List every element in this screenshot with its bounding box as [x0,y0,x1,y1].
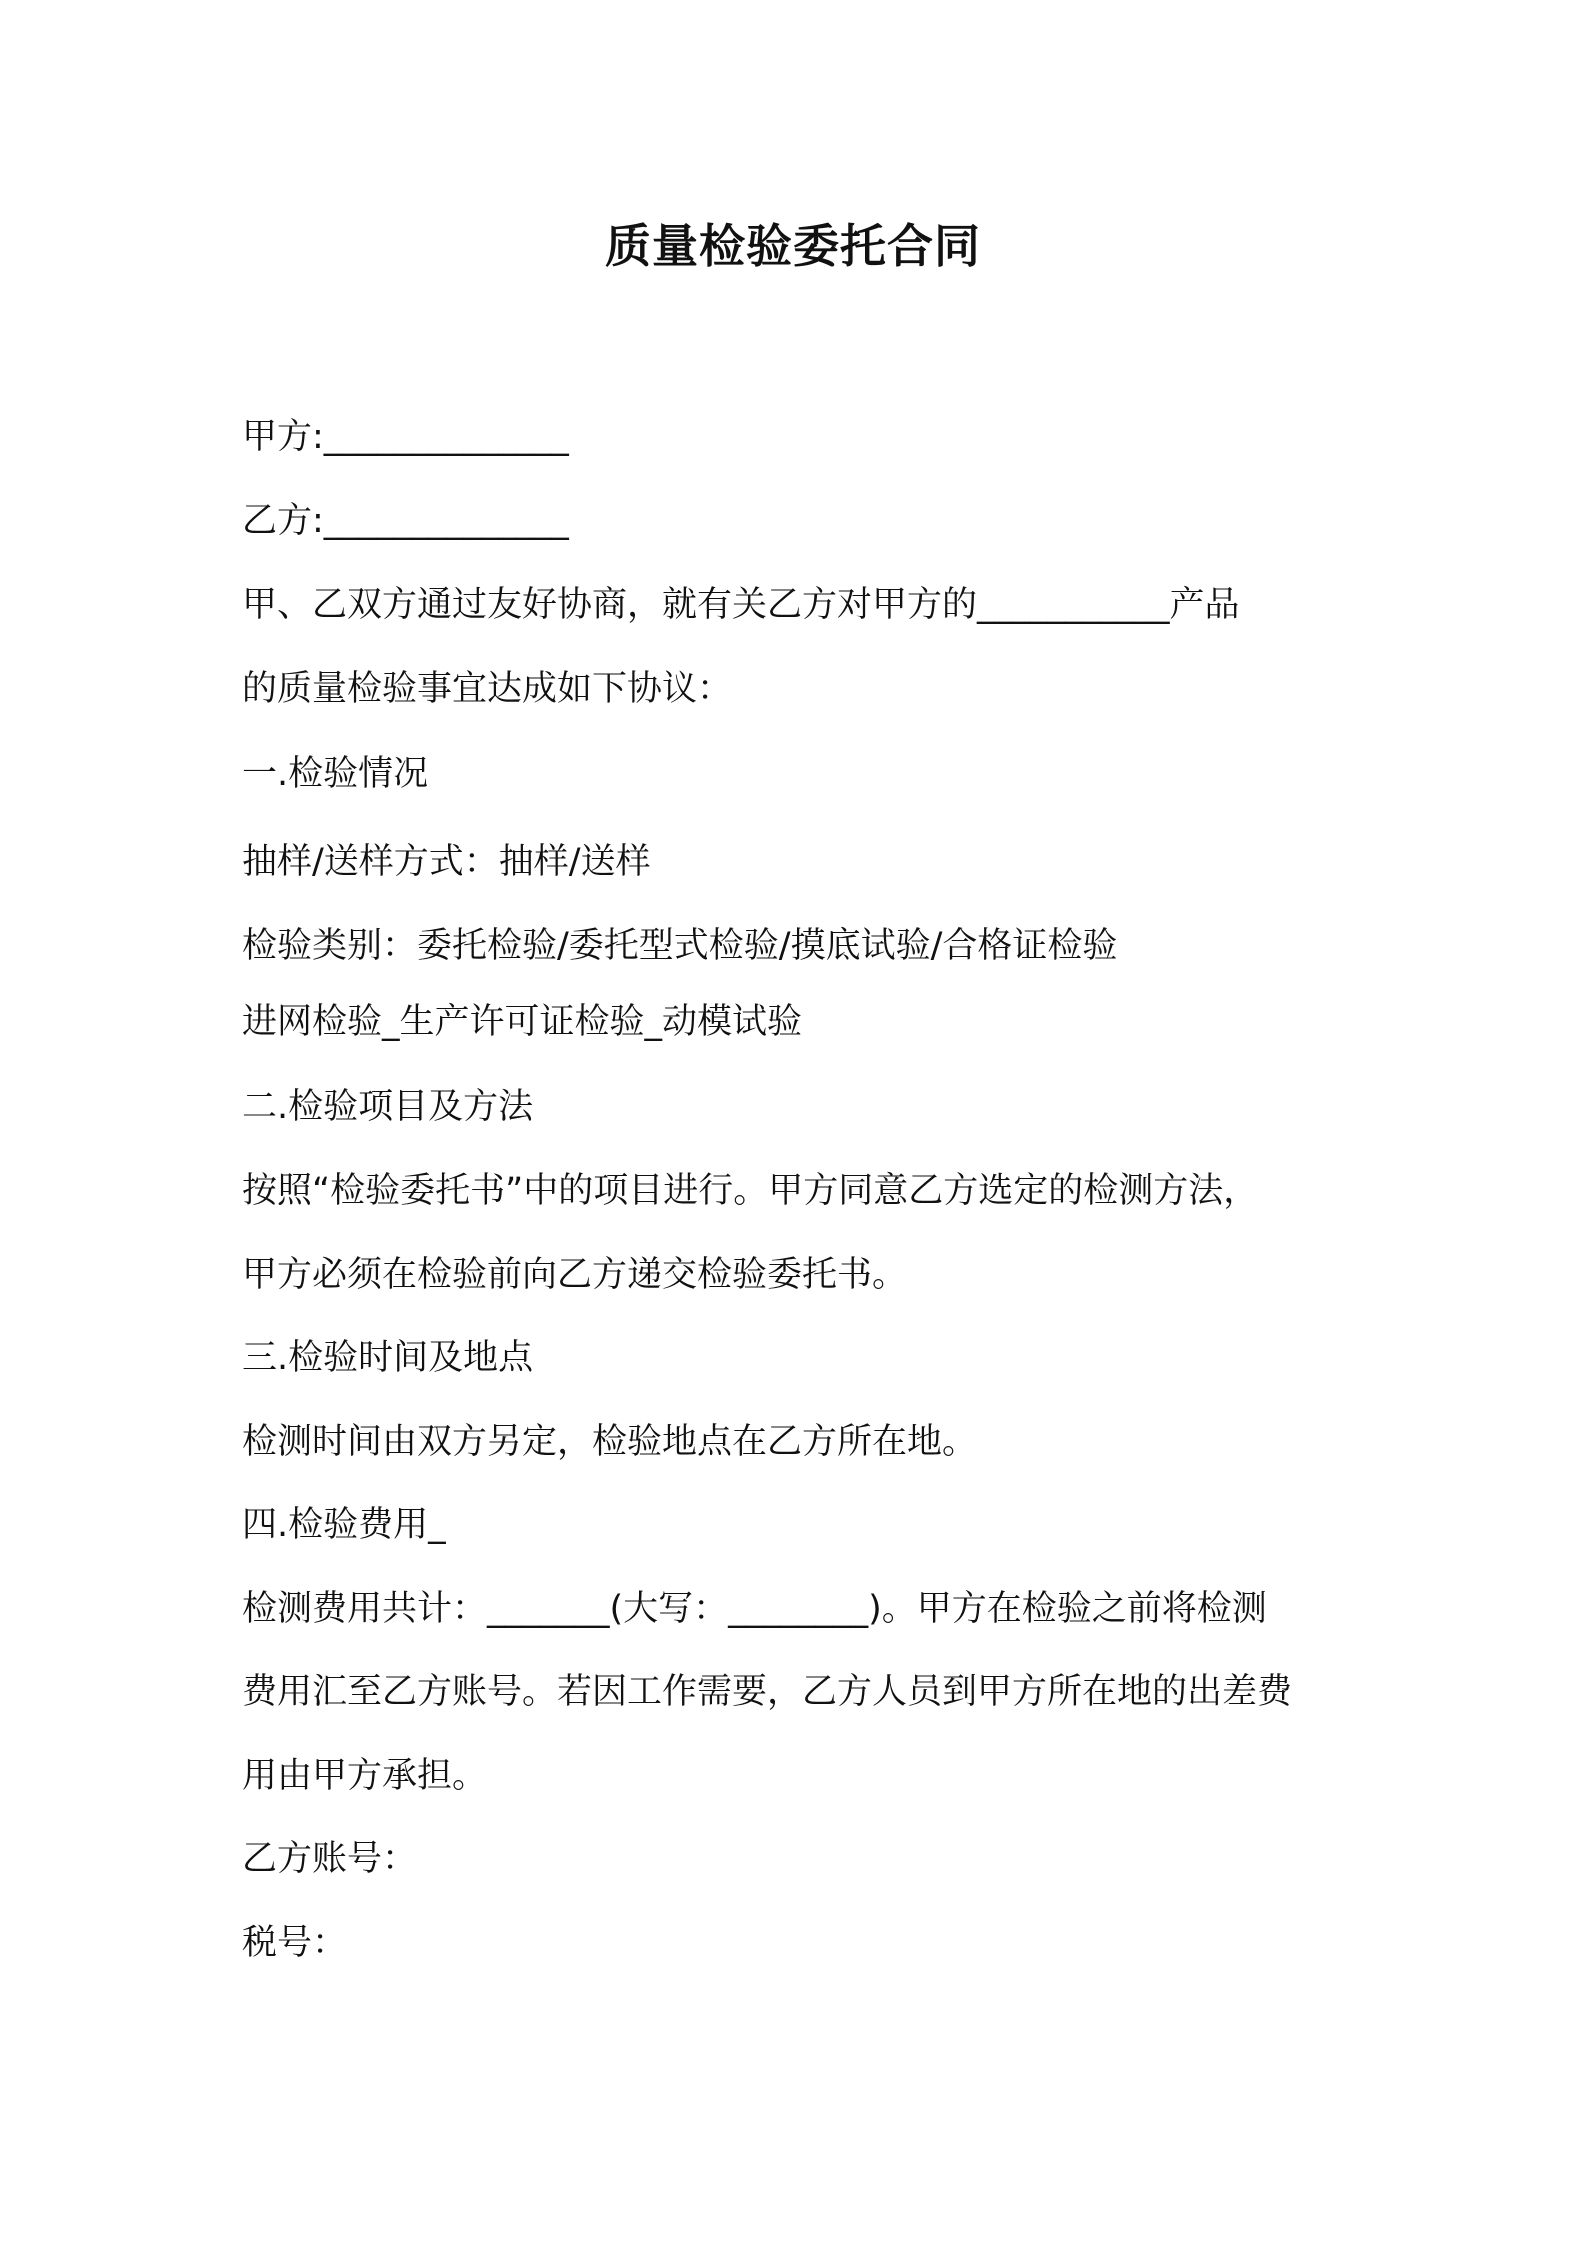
preamble-line-2: 的质量检验事宜达成如下协议： [242,669,733,709]
section-1-heading: 一.检验情况 [242,754,429,794]
section-4-body-line-3: 用由甲方承担。 [242,1756,488,1796]
section-3-body-line: 检测时间由双方另定，检验地点在乙方所在地。 [242,1422,978,1462]
party-b-account-line: 乙方账号： [242,1839,418,1879]
section-2-body-line-1: 按照“检验委托书”中的项目进行。甲方同意乙方选定的检测方法， [242,1171,1259,1211]
inspection-category-line: 检验类别：委托检验/委托型式检验/摸底试验/合格证检验 [242,926,1118,966]
section-4-body-line-2: 费用汇至乙方账号。若因工作需要，乙方人员到甲方所在地的出差费 [242,1672,1293,1712]
inspection-category-line-2: 进网检验_生产许可证检验_动模试验 [242,1002,803,1042]
tax-number-line: 税号： [242,1923,348,1963]
preamble-line-1: 甲、乙双方通过友好协商，就有关乙方对甲方的___________产品 [242,585,1240,625]
sampling-method-line: 抽样/送样方式：抽样/送样 [242,842,651,882]
party-a-line: 甲方:______________ [242,417,569,457]
party-b-line: 乙方:______________ [242,501,569,541]
section-4-heading: 四.检验费用_ [242,1505,446,1545]
document-title: 质量检验委托合同 [605,219,981,273]
section-4-body-line-1: 检测费用共计：_______(大写：________)。甲方在检验之前将检测 [242,1589,1267,1629]
section-3-heading: 三.检验时间及地点 [242,1338,534,1378]
section-2-heading: 二.检验项目及方法 [242,1087,534,1127]
section-2-body-line-2: 甲方必须在检验前向乙方递交检验委托书。 [242,1255,908,1295]
